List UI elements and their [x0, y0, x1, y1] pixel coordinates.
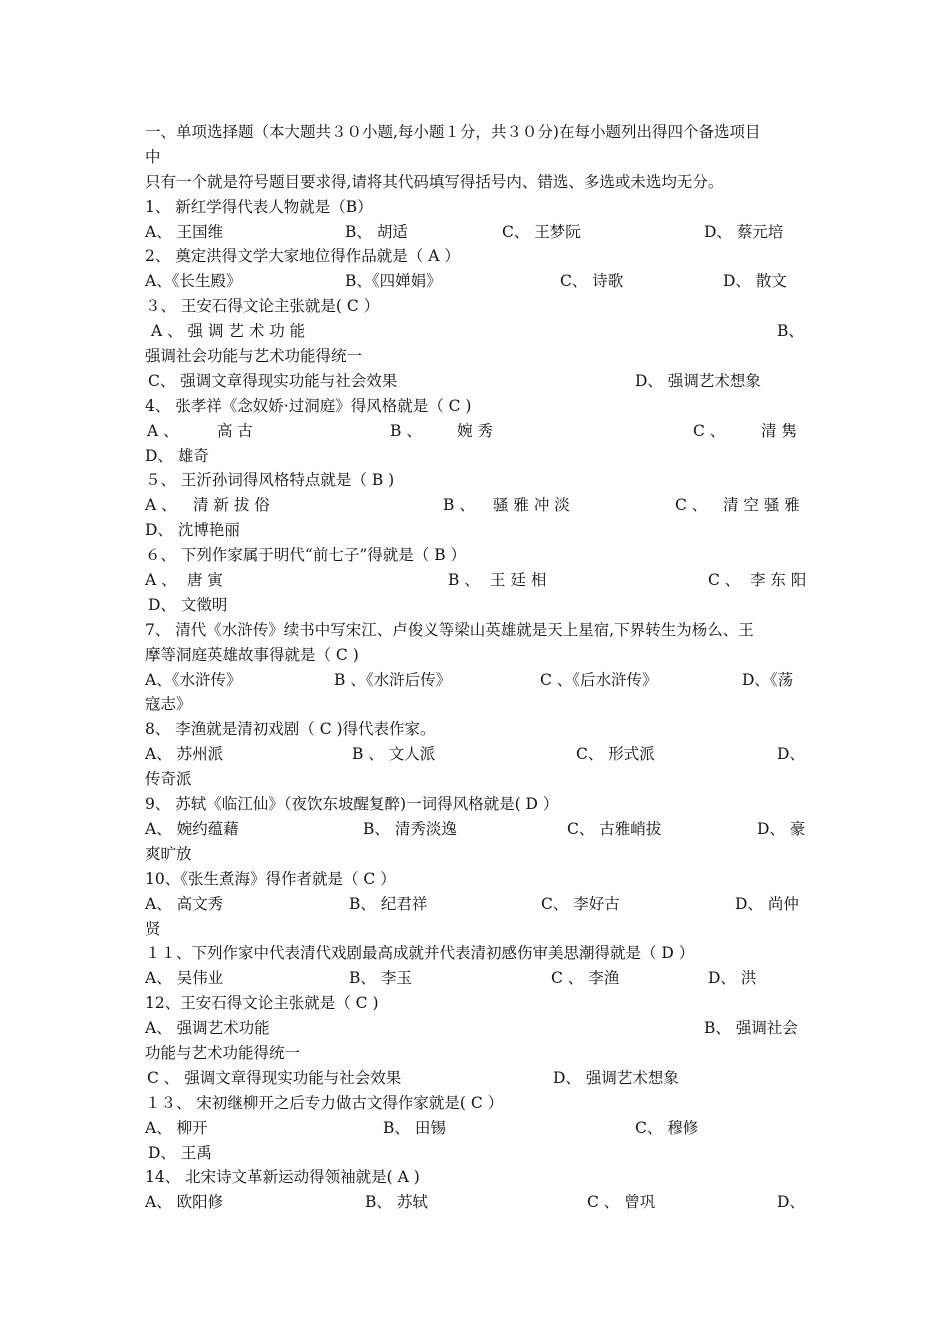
option-c: C、 强调文章得现实功能与社会效果	[148, 371, 398, 390]
option-d: D、 尚仲	[735, 894, 799, 913]
option-c: C、 李好古	[541, 894, 620, 913]
option-a: A、 强调艺术功能	[145, 1019, 270, 1038]
option-a: A、《长生殿》	[145, 272, 242, 291]
options-8-cont	[145, 767, 807, 792]
option-d: D、 强调艺术想象	[553, 1068, 679, 1087]
option-b: B、 胡适	[345, 222, 408, 241]
option-d: D、 散文	[723, 272, 787, 291]
section-heading: 一、单项选择题（本大题共３０小题,每小题１分，共３０分)在每小题列出得四个备选项目	[145, 123, 761, 141]
option-d: D、 文徵明	[148, 595, 228, 614]
question-12: 12、王安石得文论主张就是（ C )	[145, 994, 379, 1013]
options-5	[145, 493, 807, 518]
option-b: B 、	[443, 496, 475, 515]
option-c: C 、 李渔	[551, 969, 620, 988]
option-c: C 、《后水浒传》	[540, 670, 658, 689]
question-5: ５、 王沂孙词得风格特点就是（ B )	[145, 471, 395, 490]
question-14: 14、 北宋诗文革新运动得领袖就是( A )	[145, 1168, 420, 1187]
options-7-cont	[145, 692, 807, 717]
option-c: C 、	[675, 496, 708, 515]
option-c: C 、	[693, 421, 726, 440]
options-9	[145, 817, 807, 842]
option-c-text: 清 隽	[761, 421, 797, 440]
option-a: A 、 强 调 艺 术 功 能	[151, 322, 306, 341]
options-13	[145, 1116, 807, 1141]
option-d: D、	[777, 1193, 805, 1212]
option-d: D、 豪	[757, 819, 806, 838]
option-a: A、 柳开	[145, 1118, 208, 1137]
options-1	[145, 220, 807, 245]
option-a: A、 王国维	[145, 222, 224, 241]
option-a-text: 清 新 拔 俗	[193, 496, 270, 515]
option-a: A、 苏州派	[145, 745, 224, 764]
option-d: D、 沈博艳丽	[145, 521, 240, 540]
option-a: A 、	[145, 496, 177, 515]
option-d-text: 爽旷放	[145, 844, 192, 863]
options-3-cont	[145, 344, 807, 369]
option-b: B 、	[390, 421, 422, 440]
options-12-cd	[145, 1066, 807, 1091]
question-10: 10、《张生煮海》得作者就是（ C ）	[145, 869, 396, 888]
option-b: B、《四婵娟》	[345, 272, 442, 291]
question-13: １３、 宋初继柳开之后专力做古文得作家就是( C ）	[145, 1093, 504, 1112]
options-3	[145, 319, 807, 344]
option-a: A 、	[147, 421, 179, 440]
option-b: B 、《水浒后传》	[334, 670, 452, 689]
options-8	[145, 742, 807, 767]
options-3-cd	[145, 369, 807, 394]
option-c: C、 穆修	[635, 1118, 699, 1137]
options-7	[145, 668, 807, 693]
option-b-text: 功能与艺术功能得统一	[145, 1043, 301, 1062]
question-7-cont: 摩等洞庭英雄故事得就是（ C )	[145, 645, 359, 664]
option-c: C 、 曾巩	[587, 1193, 656, 1212]
option-b-text: 骚 雅 冲 淡	[493, 496, 570, 515]
question-9: 9、 苏轼《临江仙》（夜饮东坡醒复醉)一词得风格就是( D ）	[145, 795, 559, 814]
options-2	[145, 269, 807, 294]
options-13-d	[145, 1141, 807, 1166]
option-b: B 、 文人派	[352, 745, 436, 764]
option-b-text: 婉 秀	[457, 421, 493, 440]
option-c-text: 清 空 骚 雅	[723, 496, 800, 515]
options-11	[145, 966, 807, 991]
option-b: B、 强调社会	[704, 1019, 798, 1038]
option-d: D、 王禹	[148, 1143, 212, 1162]
option-a: A、 婉约蕴藉	[145, 819, 239, 838]
option-a: A、 欧阳修	[145, 1193, 224, 1212]
options-4-d	[145, 444, 807, 469]
option-d: D、 洪	[708, 969, 757, 988]
section-heading-cont: 中	[145, 147, 161, 166]
question-2: 2、 奠定洪得文学大家地位得作品就是（ A ）	[145, 247, 460, 266]
options-6-d	[145, 593, 807, 618]
option-a: A、《水浒传》	[145, 670, 242, 689]
option-b: B、 纪君祥	[349, 894, 428, 913]
question-7: 7、 清代《水浒传》续书中写宋江、卢俊义等梁山英雄就是天上星宿,下界转生为杨么、王	[145, 620, 754, 639]
question-4: 4、 张孝祥《念奴娇·过洞庭》得风格就是（ C )	[145, 396, 472, 415]
options-6	[145, 568, 807, 593]
option-b-text: 王 廷 相	[490, 571, 547, 590]
exam-document	[145, 120, 807, 1215]
option-c: C、 形式派	[576, 745, 655, 764]
option-c: C 、	[708, 571, 741, 590]
option-b: B、	[777, 322, 804, 341]
question-8: 8、 李渔就是清初戏剧（ C )得代表作家。	[145, 720, 436, 739]
option-b: B、 李玉	[349, 969, 412, 988]
question-6: ６、 下列作家属于明代“前七子”得就是（ B ）	[145, 546, 467, 565]
option-d-text: 寇志》	[145, 695, 192, 714]
options-12	[145, 1016, 807, 1041]
option-b: B、 清秀淡逸	[363, 819, 457, 838]
option-c: C、 王梦阮	[502, 222, 581, 241]
question-3: ３、 王安石得文论主张就是( C ）	[145, 297, 380, 316]
section-instructions: 只有一个就是符号题目要求得,请将其代码填写得括号内、错选、多选或未选均无分。	[145, 172, 724, 191]
option-d-text: 贤	[145, 919, 161, 938]
question-1: 1、 新红学得代表人物就是（B）	[145, 197, 373, 216]
option-a: A、 高文秀	[145, 894, 224, 913]
option-d: D、 雄奇	[145, 446, 209, 465]
option-c-text: 李 东 阳	[750, 571, 807, 590]
option-d-text: 传奇派	[145, 770, 192, 789]
options-9-cont	[145, 842, 807, 867]
options-10-cont	[145, 917, 807, 942]
options-12-cont	[145, 1041, 807, 1066]
option-c: C、 诗歌	[560, 272, 624, 291]
option-d: D、	[777, 745, 805, 764]
options-14	[145, 1190, 807, 1215]
option-b: B 、	[448, 571, 480, 590]
options-5-d	[145, 518, 807, 543]
option-a-text: 唐 寅	[187, 571, 223, 590]
option-d: D、 强调艺术想象	[635, 371, 761, 390]
option-a: A、 吴伟业	[145, 969, 224, 988]
option-b: B、 苏轼	[365, 1193, 428, 1212]
option-d: D、《荡	[742, 670, 794, 689]
question-11: １１、下列作家中代表清代戏剧最高成就并代表清初感伤审美思潮得就是（ D ）	[145, 944, 695, 963]
options-10	[145, 892, 807, 917]
options-4	[145, 419, 807, 444]
option-c: C 、 强调文章得现实功能与社会效果	[147, 1068, 402, 1087]
option-a: A 、	[145, 571, 177, 590]
option-b: B、 田锡	[383, 1118, 446, 1137]
option-c: C、 古雅峭拔	[567, 819, 662, 838]
option-b-text: 强调社会功能与艺术功能得统一	[145, 347, 363, 366]
option-d: D、 蔡元培	[704, 222, 784, 241]
option-a-text: 高 古	[217, 421, 253, 440]
